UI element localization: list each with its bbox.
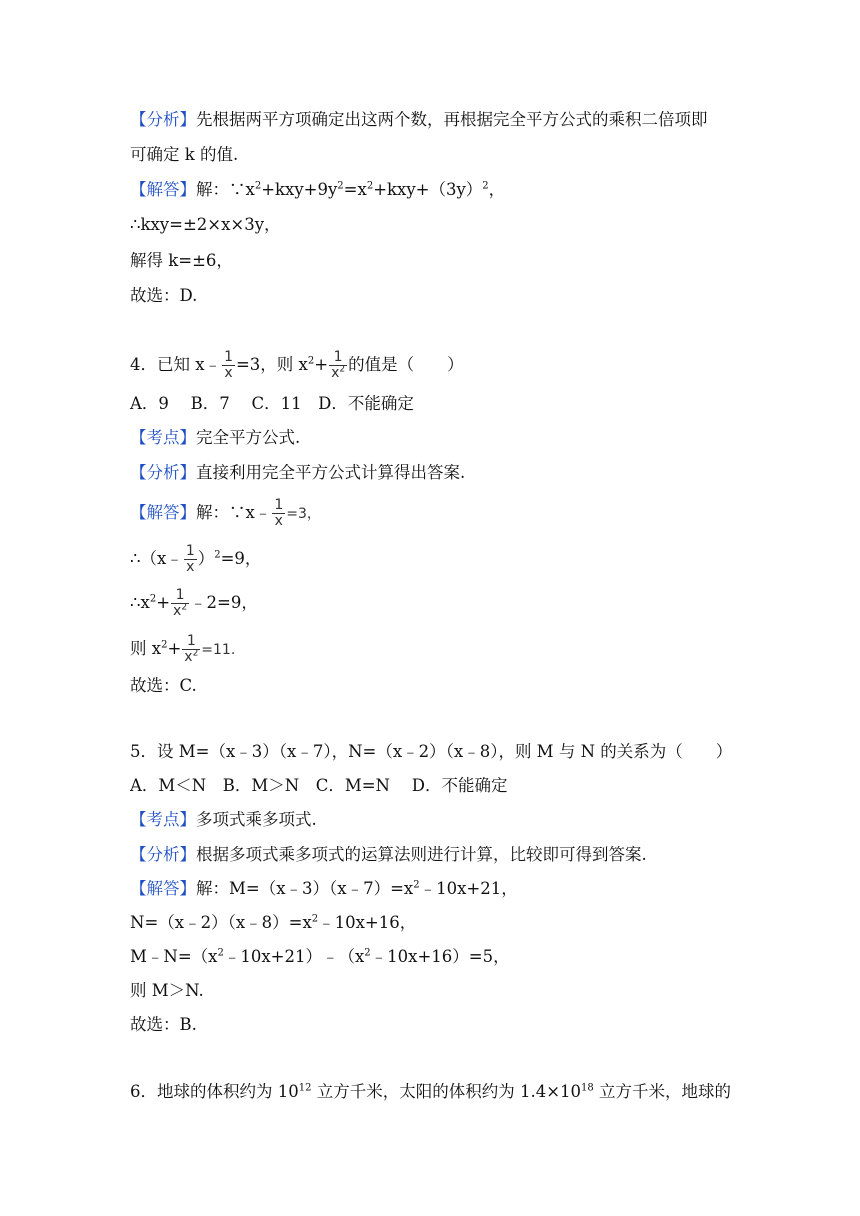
q5-stem: 5．设 M=（x﹣3）（x﹣7），N=（x﹣2）（x﹣8），则 M 与 N 的关系为（ ） — [130, 742, 733, 761]
q5-options: A．M＜N B．M＞N C．M=N D．不能确定 — [130, 776, 508, 795]
q4-stem: 4．已知 x﹣ $\frac{1}{x}$ =3，则 $x^2+$ $\frac{1}{x^2}$ 的值是（ ） — [130, 349, 464, 381]
analysis-tag: 【分析】 — [130, 110, 196, 129]
q4-options: A．9 B．7 C．11 D．不能确定 — [130, 394, 414, 413]
q3-answer-line: 【解答】解：$\because x^2+kxy+9y^2=x^2+kxy+(3y)^2$， — [130, 180, 506, 199]
q4-step3: $\therefore x^2+$ $\frac{1}{x^2}$ ﹣2=9， — [130, 587, 258, 619]
q5-step2: $N=(x﹣2)(x﹣8)=x^2﹣10x+16$， — [130, 913, 417, 932]
fraction-1-over-x: $\frac{1}{x}$ — [224, 349, 233, 381]
q4-step4: 则 $x^2+$ $\frac{1}{x^2}$ =11. — [130, 633, 236, 665]
q3-choose: 故选：D. — [130, 286, 198, 305]
q5-point: 【考点】多项式乘多项式. — [130, 810, 317, 829]
q4-step2: ∴（x﹣ $\frac{1}{x}$ ）$^2$=9， — [130, 543, 262, 575]
q4-answer: 【解答】解：∵x﹣ $\frac{1}{x}$ =3， — [130, 497, 321, 529]
fraction-1-over-x-squared: $\frac{1}{x^2}$ — [184, 633, 199, 665]
q6-stem: 6．地球的体积约为 $10^{12}$ 立方千米，太阳的体积约为 $1.4\times 10^{18}$ 立方千米，地球的 — [130, 1082, 732, 1101]
q5-step4: 则 M＞N. — [130, 981, 204, 1000]
q3-step3: 解得 k=±6， — [130, 251, 233, 270]
fraction-1-over-x-squared: $\frac{1}{x^2}$ — [173, 587, 188, 619]
fraction-1-over-x: $\frac{1}{x}$ — [274, 497, 284, 529]
q4-point: 【考点】完全平方公式. — [130, 428, 301, 447]
q3-step2: ∴kxy=±2×x×3y， — [130, 215, 281, 234]
fraction-1-over-x: $\frac{1}{x}$ — [185, 543, 195, 575]
q3-analysis-line1: 【分析】先根据两平方项确定出这两个数，再根据完全平方公式的乘积二倍项即 — [130, 110, 708, 129]
q5-step3: $M﹣N=(x^2﹣10x+21)﹣(x^2﹣10x+16)=5$， — [130, 947, 510, 966]
fraction-1-over-x-squared: $\frac{1}{x^2}$ — [331, 349, 346, 381]
q5-analysis: 【分析】根据多项式乘多项式的运算法则进行计算，比较即可得到答案. — [130, 845, 647, 864]
q4-choose: 故选：C. — [130, 676, 197, 695]
q5-answer: 【解答】解：$M=(x﹣3)(x﹣7)=x^2﹣10x+21$， — [130, 879, 518, 898]
answer-tag: 【解答】 — [130, 180, 196, 199]
q5-choose: 故选：B. — [130, 1015, 197, 1034]
q4-analysis: 【分析】直接利用完全平方公式计算得出答案. — [130, 463, 466, 482]
q3-analysis-line2: 可确定 k 的值. — [130, 145, 239, 164]
